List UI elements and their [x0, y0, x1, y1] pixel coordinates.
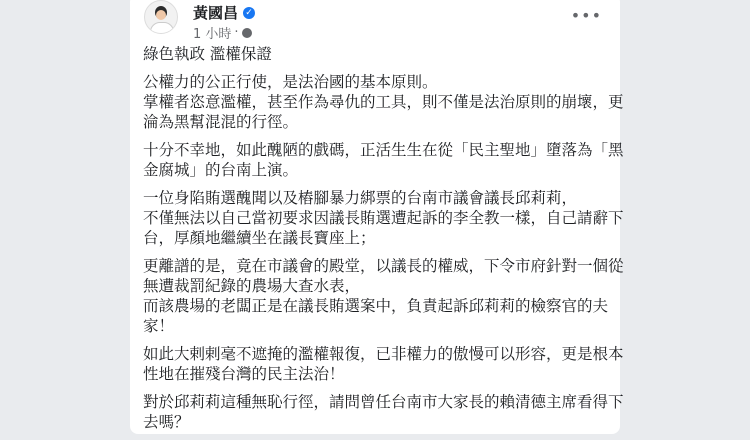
- post-card: [130, 0, 624, 434]
- paragraph-line: 如此大剌剌毫不遮掩的濫權報復，已非權力的傲慢可以形容，更是根本: [143, 345, 624, 363]
- post-time[interactable]: 1 小時: [193, 27, 232, 42]
- paragraph-line: 更離譜的是，竟在市議會的殿堂，以議長的權威，下令市府針對一個從: [143, 257, 624, 275]
- paragraph-line: 公權力的公正行使，是法治國的基本原則。: [143, 73, 438, 91]
- post-paragraph: [143, 140, 624, 180]
- post-paragraph: [143, 72, 624, 132]
- paragraph-line: 去嗎？: [143, 413, 190, 431]
- post-paragraph: [143, 344, 624, 384]
- paragraph-line: 不僅無法以自己當初要求因議長賄選遭起訴的李全教一樣，自己請辭下: [143, 209, 624, 227]
- post-paragraph: [143, 256, 624, 336]
- post-paragraph: [143, 392, 624, 432]
- paragraph-line: 對於邱莉莉這種無恥行徑，請問曾任台南市大家長的賴清德主席看得下: [143, 393, 624, 411]
- paragraph-line: 金腐城」的台南上演。: [143, 161, 299, 179]
- paragraph-line: 家！: [143, 317, 175, 335]
- paragraph-line: 十分不幸地，如此醜陋的戲碼，正活生生在從「民主聖地」墮落為「黑: [143, 141, 624, 159]
- post-meta: [193, 23, 252, 42]
- paragraph-line: 一位身陷賄選醜聞以及樁腳暴力綁票的台南市議會議長邱莉莉，: [143, 189, 578, 207]
- author-name[interactable]: 黃國昌: [193, 4, 239, 22]
- paragraph-line: 無遭裁罰紀錄的農場大查水表，: [143, 277, 361, 295]
- more-options-icon[interactable]: •••: [570, 6, 602, 25]
- author-avatar[interactable]: [144, 0, 178, 34]
- author-name-row: [193, 2, 255, 23]
- paragraph-line: 台，厚顏地繼續坐在議長寶座上；: [143, 229, 376, 247]
- paragraph-line: 掌權者恣意濫權，甚至作為尋仇的工具，則不僅是法治原則的崩壞，更: [143, 93, 624, 111]
- post-paragraph: [143, 188, 624, 248]
- post-title: 綠色執政 濫權保證: [143, 45, 272, 63]
- verified-badge-icon: ✓: [243, 7, 255, 19]
- paragraph-line: 淪為黑幫混混的行徑。: [143, 113, 299, 131]
- post-body: [143, 44, 624, 440]
- globe-icon: [242, 28, 252, 38]
- paragraph-line: 而該農場的老闆正是在議長賄選案中，負責起訴邱莉莉的檢察官的夫: [143, 297, 609, 315]
- paragraph-line: 性地在摧殘台灣的民主法治！: [143, 365, 345, 383]
- meta-separator: ·: [234, 25, 239, 40]
